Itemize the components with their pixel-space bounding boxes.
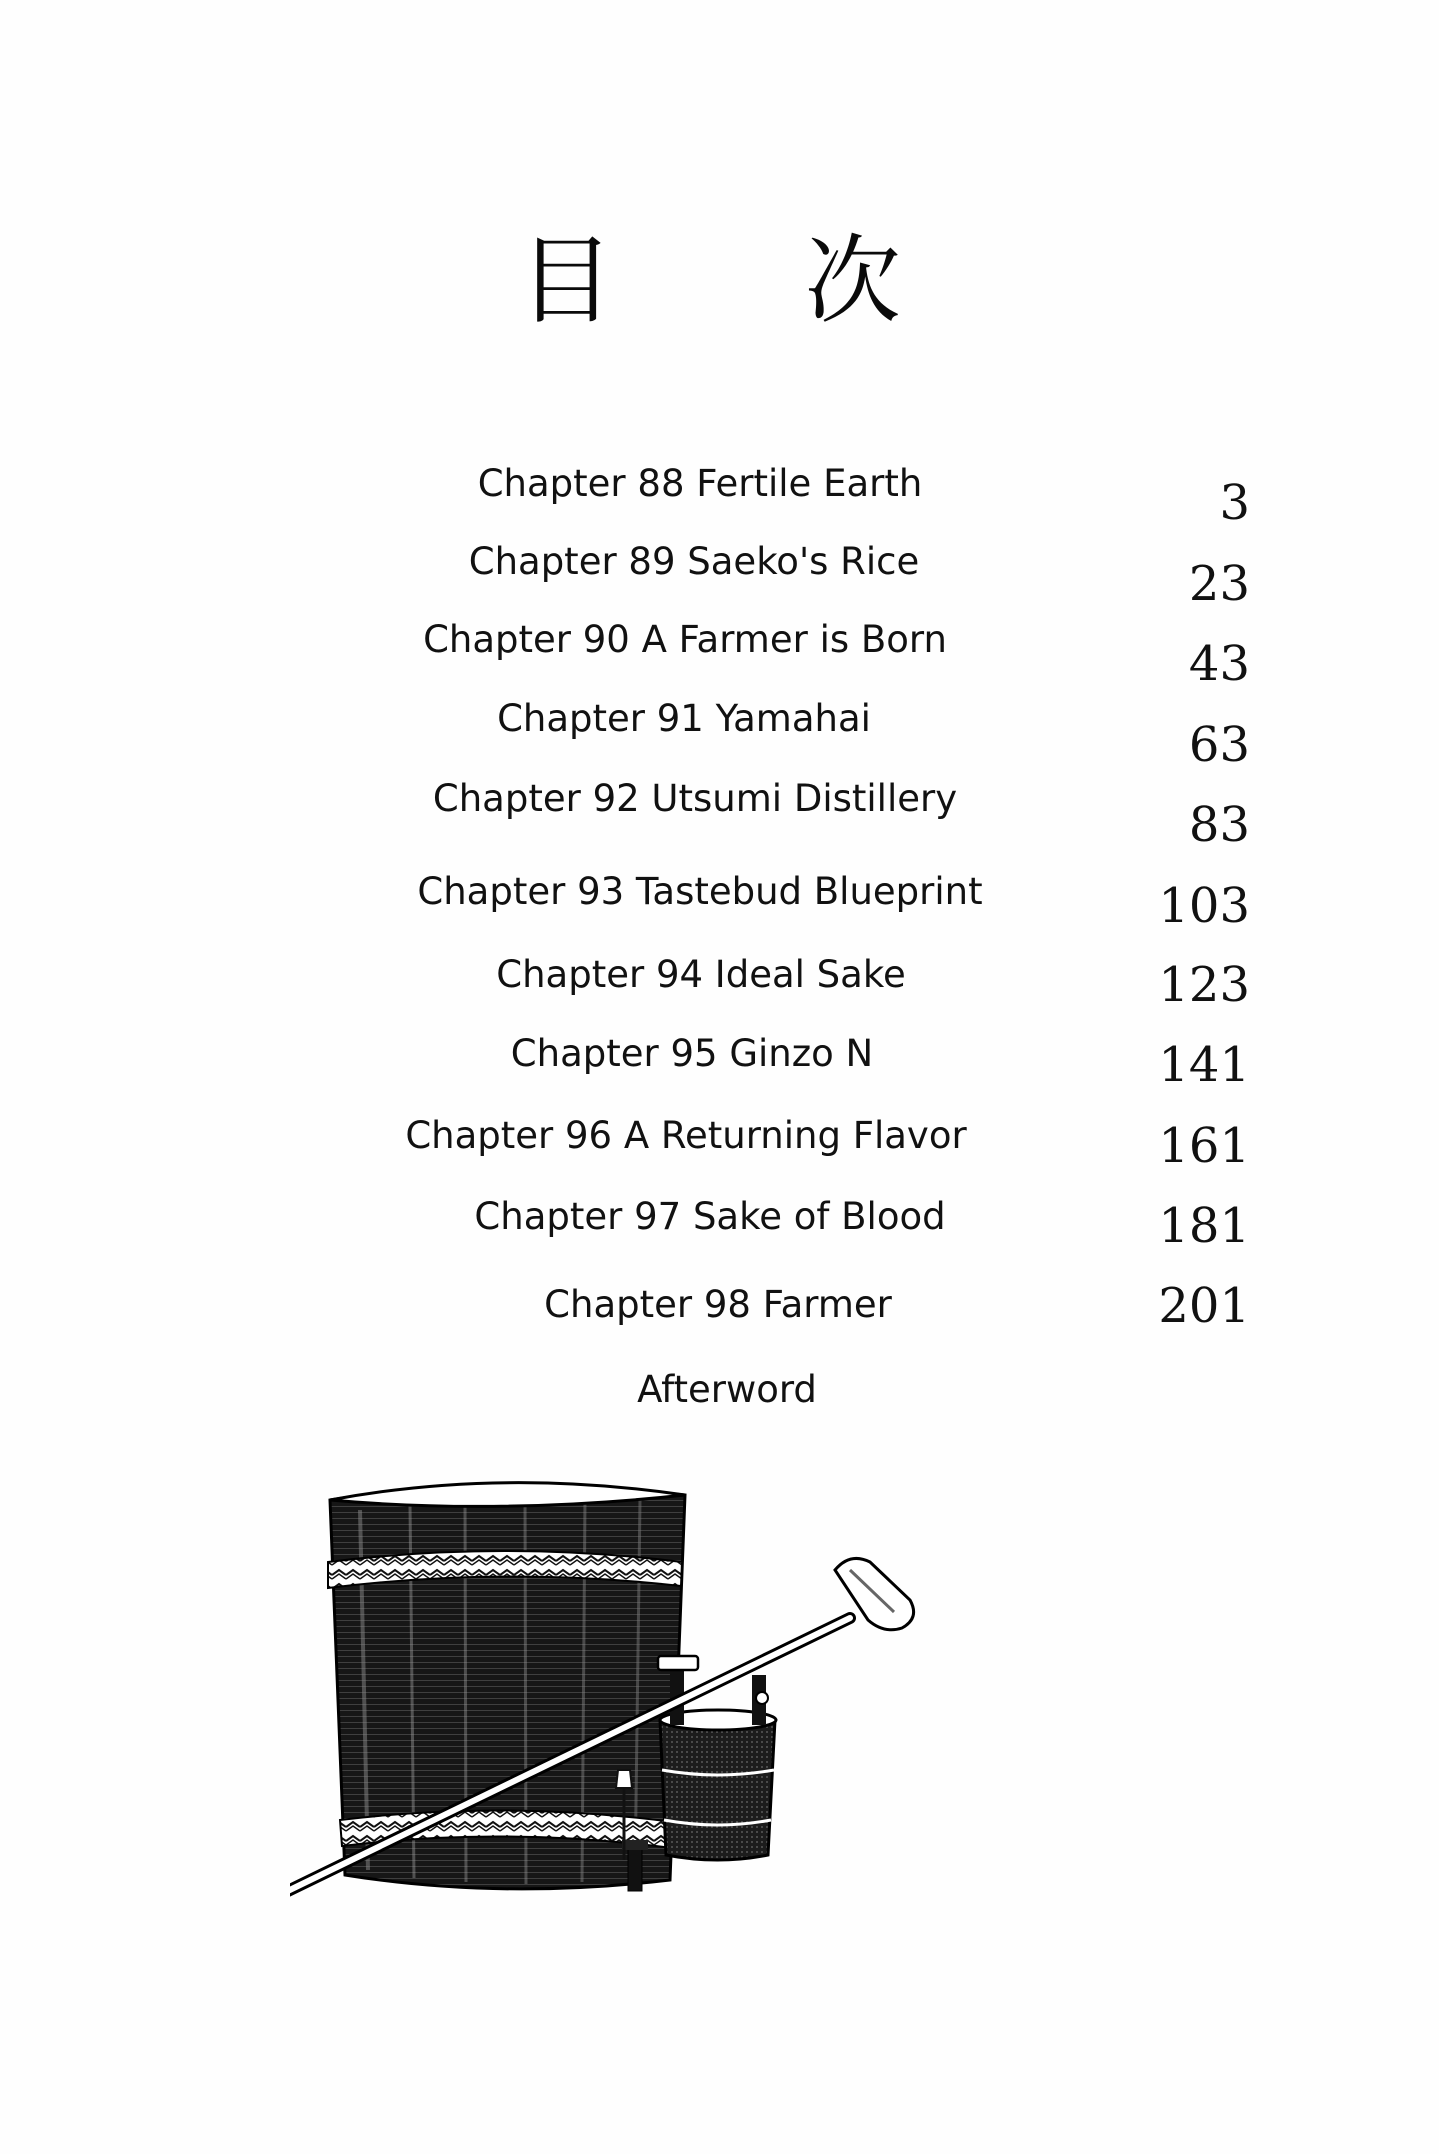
chapter-label-96: Chapter 96 A Returning Flavor (405, 1114, 967, 1157)
chapter-label-98: Chapter 98 Farmer (544, 1283, 892, 1326)
page-title: 目 次 (518, 225, 981, 337)
chapter-label-88: Chapter 88 Fertile Earth (477, 462, 923, 505)
page-number-96: 161 (1158, 1118, 1250, 1174)
chapter-label-90: Chapter 90 A Farmer is Born (423, 618, 947, 661)
chapter-label-92: Chapter 92 Utsumi Distillery (432, 777, 958, 820)
chapter-label-95: Chapter 95 Ginzo N (510, 1032, 874, 1075)
page-number-89: 23 (1188, 556, 1250, 612)
page-number-94: 123 (1158, 957, 1250, 1013)
chapter-label-94: Chapter 94 Ideal Sake (496, 953, 906, 996)
page-number-88: 3 (1219, 475, 1250, 531)
chapter-label-93: Chapter 93 Tastebud Blueprint (417, 870, 983, 913)
sake-barrel-and-bucket-drawing (290, 1470, 950, 1940)
page-number-95: 141 (1158, 1037, 1250, 1093)
page-number-92: 83 (1188, 797, 1250, 853)
chapter-label-91: Chapter 91 Yamahai (497, 697, 871, 740)
afterword-label: Afterword (637, 1368, 817, 1411)
chapter-label-89: Chapter 89 Saeko's Rice (468, 540, 920, 583)
page-number-91: 63 (1188, 717, 1250, 773)
page-number-97: 181 (1158, 1198, 1250, 1254)
page-number-98: 201 (1158, 1278, 1250, 1334)
chapter-label-97: Chapter 97 Sake of Blood (474, 1195, 946, 1238)
page-number-93: 103 (1158, 878, 1250, 934)
page-number-90: 43 (1188, 636, 1250, 692)
